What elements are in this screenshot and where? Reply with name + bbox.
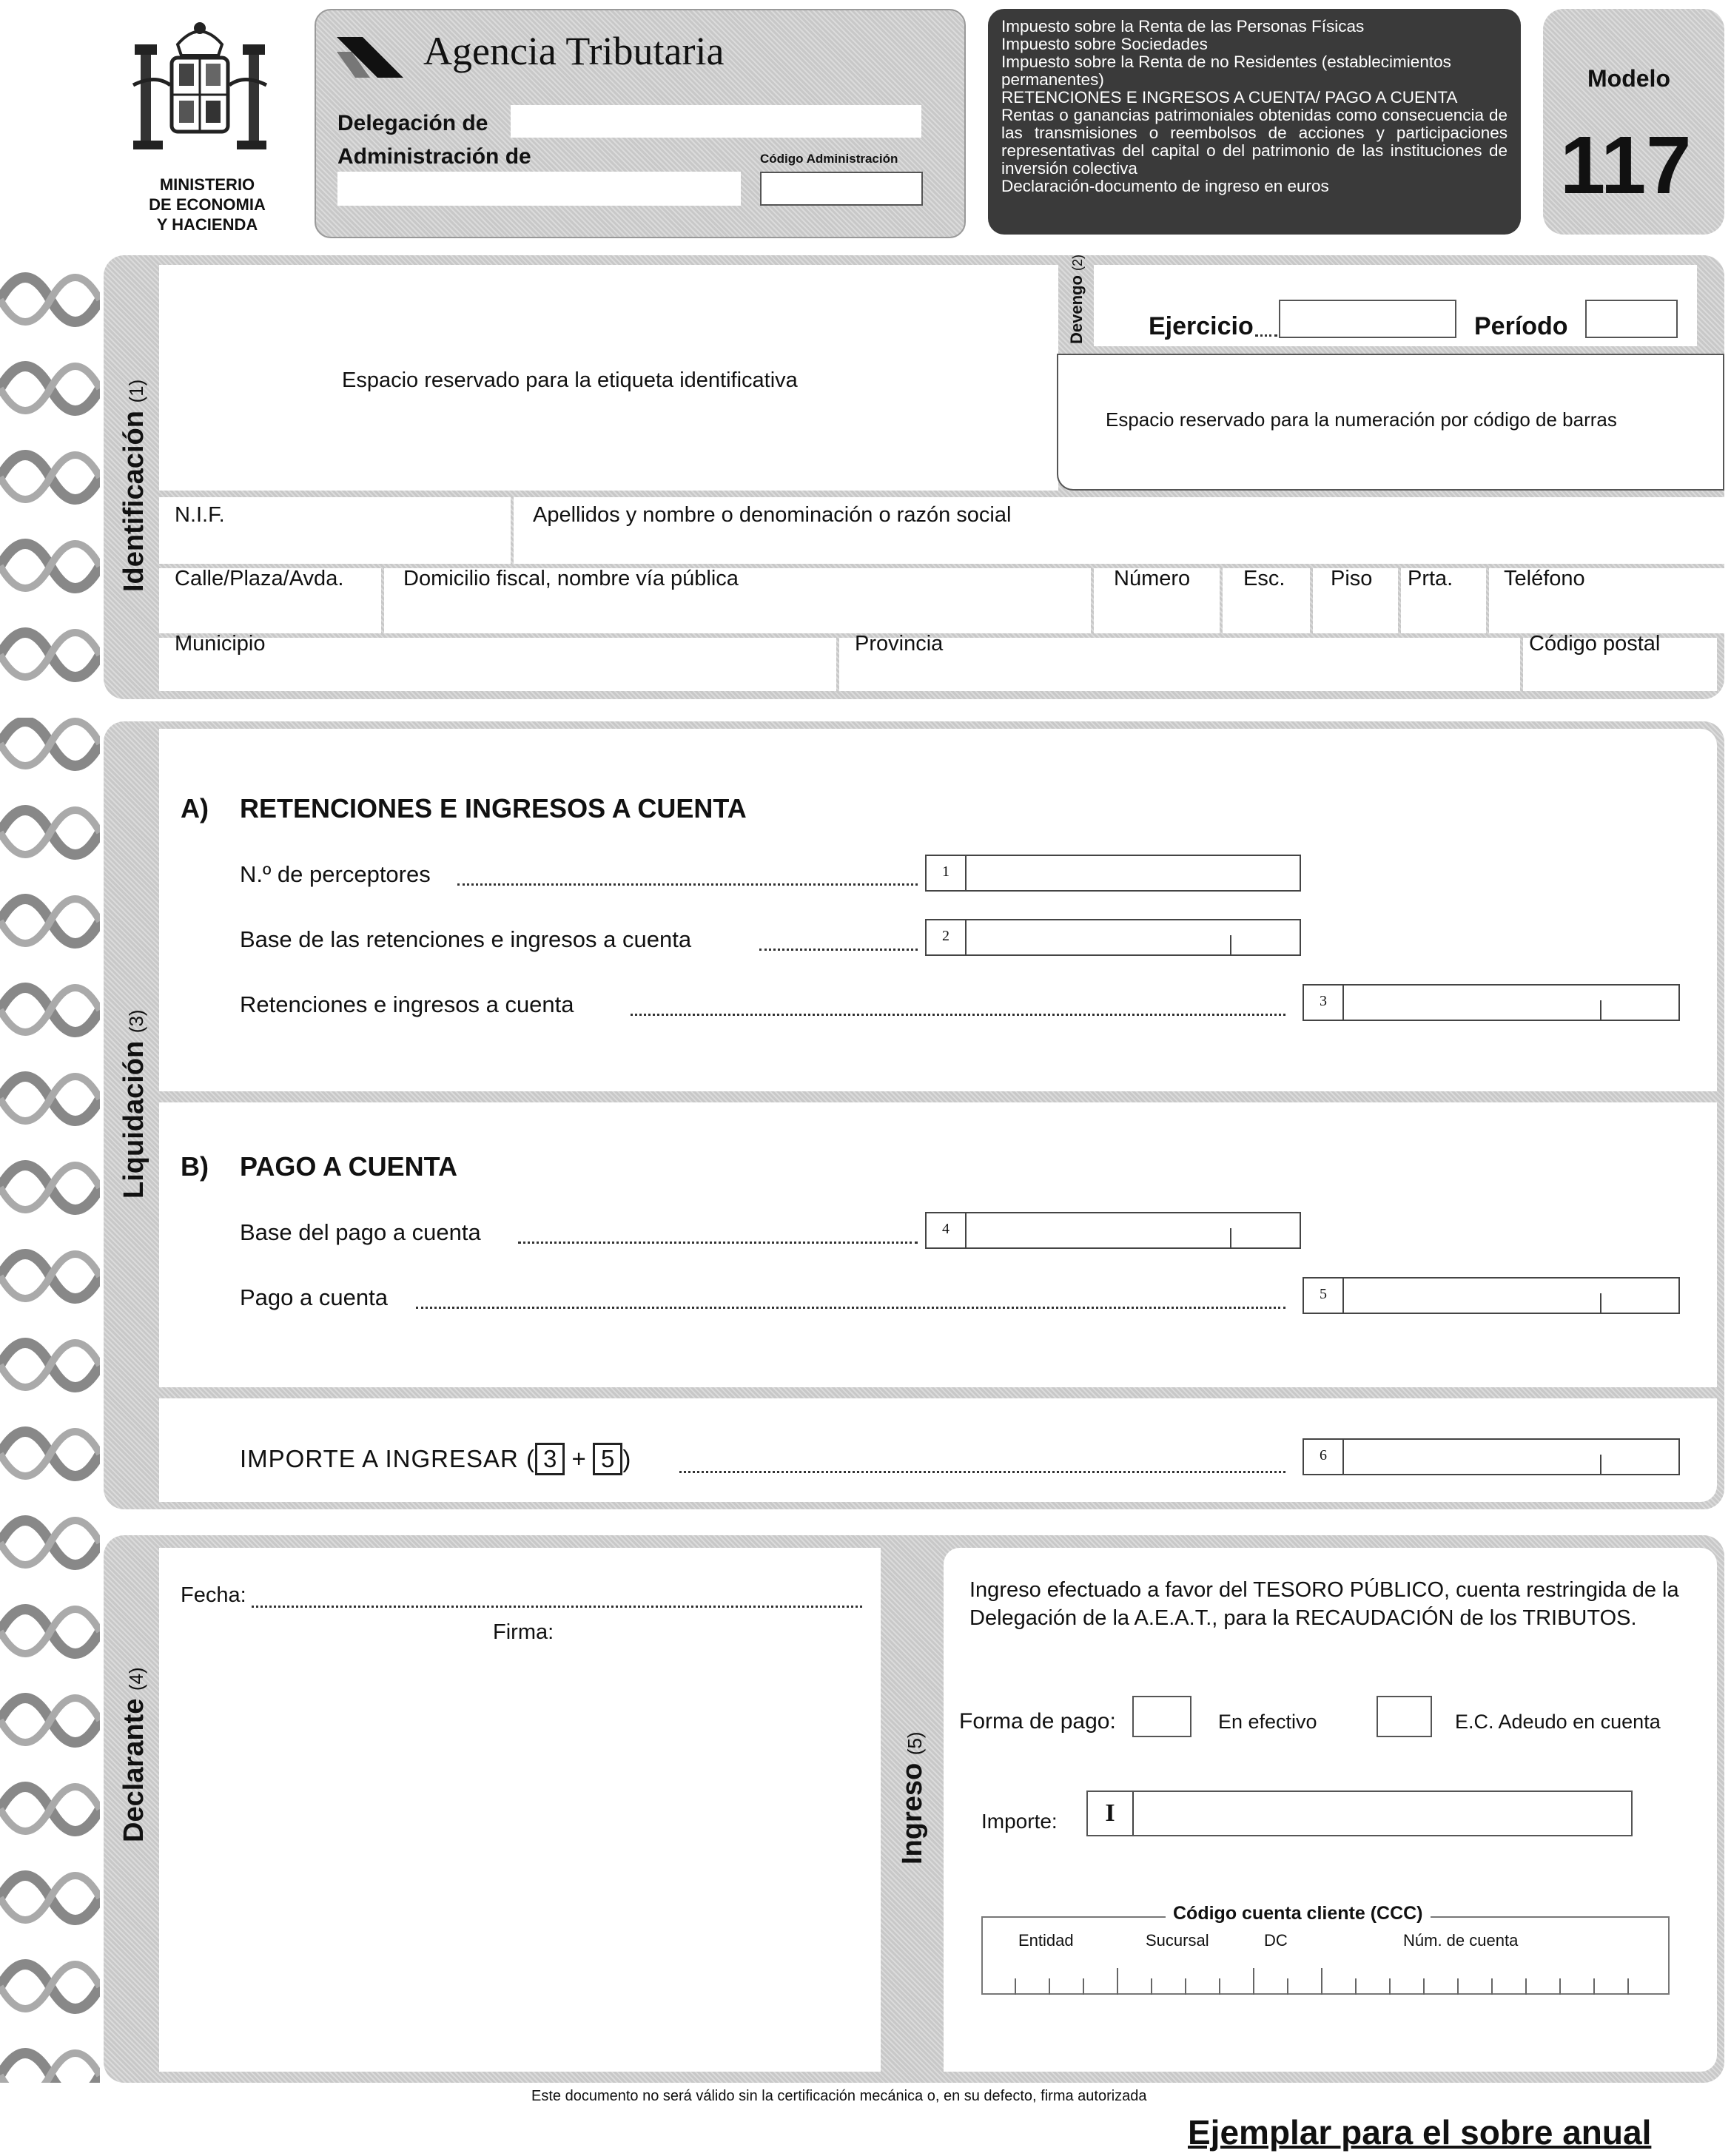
apellidos-label: Apellidos y nombre o denominación o razón social [533,503,1012,527]
en-efectivo-label: En efectivo [1218,1711,1317,1733]
importe-mark: I [1088,1792,1134,1835]
section-a-title: RETENCIONES E INGRESOS A CUENTA [240,793,747,823]
forma-pago-label: Forma de pago: [959,1709,1116,1734]
tax-retenciones: RETENCIONES E INGRESOS A CUENTA/ PAGO A CUENTA [1001,88,1458,107]
esc-label: Esc. [1243,567,1285,590]
codigo-admin-label: Código Administración [760,152,898,166]
ejemplar-text: Ejemplar para el sobre anual [1188,2113,1652,2152]
base-pago-label: Base del pago a cuenta [240,1219,481,1245]
prta-label: Prta. [1408,567,1453,590]
piso-label: Piso [1331,567,1373,590]
periodo-label: Período [1474,312,1568,340]
etiqueta-text: Espacio reservado para la etiqueta identificativa [342,368,798,392]
domicilio-label: Domicilio fiscal, nombre vía pública [403,567,739,590]
municipio-label: Municipio [175,632,266,656]
liquidacion-a-area [159,729,1717,1091]
casilla-3[interactable]: 3 [1303,984,1680,1021]
ref-casilla-3: 3 [535,1443,565,1475]
tax-sociedades: Impuesto sobre Sociedades [1001,35,1208,53]
importe-close: ) [622,1445,631,1472]
delegacion-field[interactable] [511,105,921,138]
fecha-field[interactable] [252,1606,862,1608]
tax-rentas: Rentas o ganancias patrimoniales obtenidas como consecuencia de las transmisiones o reembolsos de acciones y participaciones representativas del capital o del patrimonio de las instituciones de inversión colectiva [1001,106,1508,178]
casilla-1[interactable]: 1 [925,855,1301,892]
casilla-4[interactable]: 4 [925,1212,1301,1249]
en-efectivo-checkbox[interactable] [1132,1696,1191,1737]
num-cuenta-label: Núm. de cuenta [1403,1931,1519,1950]
codigo-admin-field[interactable] [760,172,923,206]
ccc-digits-field[interactable] [981,1968,1670,1995]
numero-label: Número [1114,567,1191,590]
pago-label: Pago a cuenta [240,1284,388,1310]
modelo-number: 117 [1560,120,1692,211]
provincia-label: Provincia [855,632,944,656]
administracion-field[interactable] [337,172,741,206]
fecha-label: Fecha: [181,1583,246,1607]
tax-irpf: Impuesto sobre la Renta de las Personas Físicas [1001,17,1365,36]
section-a-letter: A) [181,793,209,823]
casilla-2[interactable]: 2 [925,919,1301,956]
ingreso-text: Ingreso efectuado a favor del TESORO PÚBLICO, cuenta restringida de la Delegación de la A.E.A.T., para la RECAUDACIÓN de los TRIBUTOS. [969,1578,1679,1630]
importe-plus: + [571,1445,586,1472]
retenciones-label: Retenciones e ingresos a cuenta [240,991,574,1017]
declarante-label: Declarante (4) [118,1667,149,1842]
importe-ingresar-label: IMPORTE A INGRESAR ( [240,1445,535,1472]
base-retenciones-label: Base de las retenciones e ingresos a cuenta [240,926,692,952]
importe-ingresar [240,1443,631,1475]
coat-of-arms [126,15,274,170]
ingreso-label: Ingreso (5) [897,1731,928,1864]
tax-declaracion: Declaración-documento de ingreso en euros [1001,177,1329,195]
telefono-label: Teléfono [1504,567,1585,590]
casilla-6[interactable]: 6 [1303,1438,1680,1475]
tax-list-box [988,9,1521,235]
devengo-label: Devengo (2) [1067,254,1086,344]
decorative-strip [0,255,100,2083]
administracion-label: Administración de [337,144,531,169]
calle-label: Calle/Plaza/Avda. [175,567,344,590]
perceptores-label: N.º de perceptores [240,861,431,887]
firma-label: Firma: [493,1620,554,1644]
identificacion-label: Identificación (1) [118,379,149,592]
tax-no-residentes: Impuesto sobre la Renta de no Residentes (establecimientos permanentes) [1001,53,1451,89]
delegacion-label: Delegación de [337,111,488,135]
codigo-postal-label: Código postal [1529,632,1661,656]
modelo-label: Modelo [1587,65,1670,92]
ejercicio-field[interactable] [1279,300,1456,338]
ref-casilla-5: 5 [593,1443,622,1475]
sucursal-label: Sucursal [1146,1931,1209,1950]
ejercicio-label: Ejercicio [1149,312,1254,340]
dc-label: DC [1264,1931,1288,1950]
importe-field[interactable] [1086,1791,1633,1836]
barcode-text: Espacio reservado para la numeración por código de barras [1106,408,1617,431]
entidad-label: Entidad [1018,1931,1074,1950]
section-b-letter: B) [181,1151,209,1182]
agency-logo-icon [333,30,407,81]
ccc-title: Código cuenta cliente (CCC) [1166,1903,1431,1924]
nif-label: N.I.F. [175,503,225,527]
validez-text: Este documento no será válido sin la certificación mecánica o, en su defecto, firma autorizada [531,2088,1147,2104]
casilla-5[interactable]: 5 [1303,1277,1680,1314]
importe-label: Importe: [981,1810,1058,1833]
liquidacion-label: Liquidación (3) [118,1009,149,1199]
ministry-name: MINISTERIO DE ECONOMIA Y HACIENDA [149,175,266,234]
agency-name: Agencia Tributaria [423,29,725,73]
ec-adeudo-checkbox[interactable] [1377,1696,1432,1737]
section-b-title: PAGO A CUENTA [240,1151,457,1182]
ec-adeudo-label: E.C. Adeudo en cuenta [1455,1711,1661,1733]
periodo-field[interactable] [1585,300,1678,338]
